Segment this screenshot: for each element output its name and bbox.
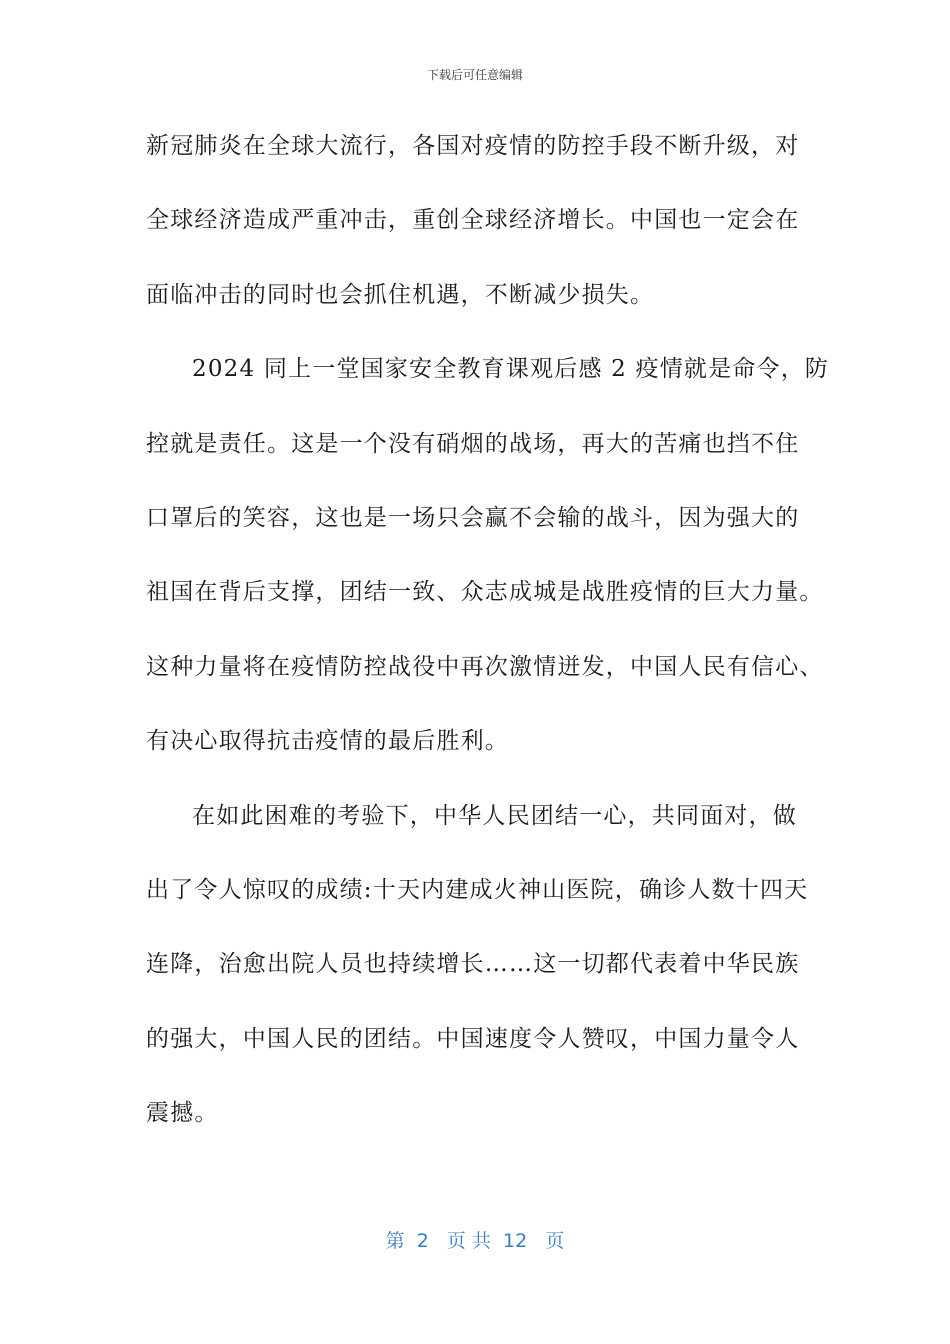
text-line: 2024 同上一堂国家安全教育课观后感 2 疫情就是命令，防: [192, 356, 830, 383]
text-line: 新冠肺炎在全球大流行，各国对疫情的防控手段不断升级，对: [146, 133, 800, 159]
page-header-note: 下载后可任意编辑: [426, 68, 523, 82]
text-line: 全球经济造成严重冲击，重创全球经济增长。中国也一定会在: [146, 207, 800, 234]
text-line: 口罩后的笑容，这也是一场只会赢不会输的战斗，因为强大的: [146, 504, 800, 531]
text-line: 有决心取得抗击疫情的最后胜利。: [146, 728, 509, 755]
text-line: 在如此困难的考验下，中华人民团结一心，共同面对，做: [192, 802, 797, 829]
text-line: 连降，治愈出院人员也持续增长……这一切都代表着中华民族: [146, 951, 800, 978]
text-line: 出了令人惊叹的成绩:十天内建成火神山医院，确诊人数十四天: [146, 876, 809, 903]
text-line: 震撼。: [146, 1100, 219, 1127]
document-body: [146, 120, 830, 1161]
text-line: 控就是责任。这是一个没有硝烟的战场，再大的苦痛也挡不住: [146, 430, 800, 457]
text-line: 这种力量将在疫情防控战役中再次激情迸发，中国人民有信心、: [146, 653, 824, 680]
text-line: 的强大，中国人民的团结。中国速度令人赞叹，中国力量令人: [146, 1025, 800, 1052]
text-line: 祖国在背后支撑，团结一致、众志成城是战胜疫情的巨大力量。: [146, 579, 824, 606]
page-number-footer: 第 2 页 共 12 页: [385, 1230, 565, 1252]
text-line: 面临冲击的同时也会抓住机遇，不断减少损失。: [146, 281, 655, 308]
